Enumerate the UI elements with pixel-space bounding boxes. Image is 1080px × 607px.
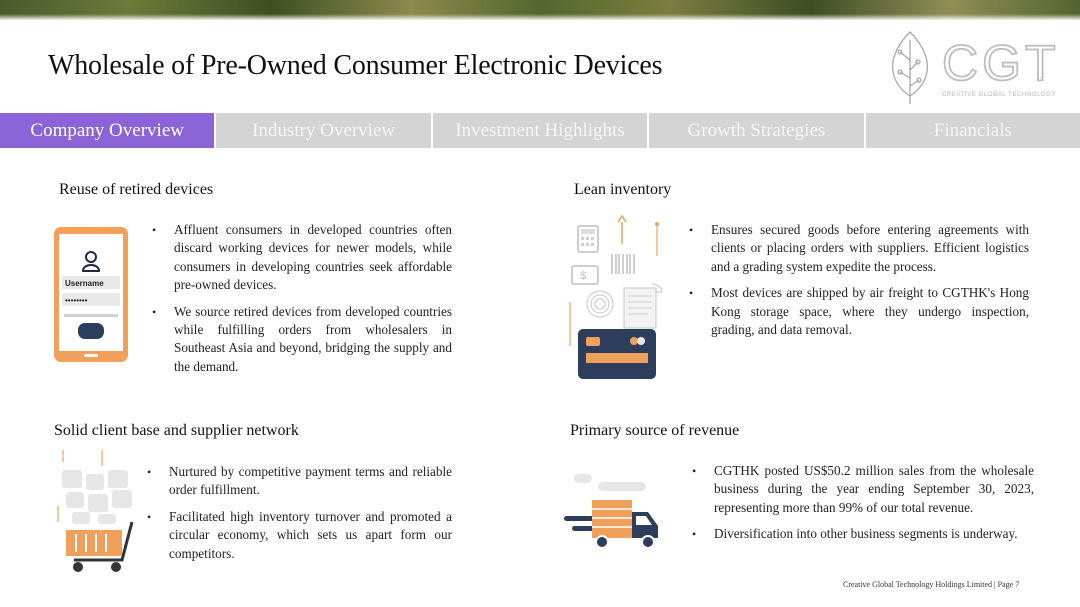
svg-text:$: $ [580, 270, 587, 282]
logo-subtitle: CREATIVE GLOBAL TECHNOLOGY [942, 92, 1057, 98]
tab-company-overview[interactable]: Company Overview [0, 113, 214, 148]
shopping-cart-icon [56, 448, 146, 578]
tab-financials[interactable]: Financials [866, 113, 1080, 148]
smartphone-login-icon [52, 225, 132, 365]
top-banner-image [0, 0, 1080, 20]
section-title-client: Solid client base and supplier network [54, 422, 299, 439]
tab-investment-highlights[interactable]: Investment Highlights [433, 113, 647, 148]
bullet-list-revenue [692, 462, 1034, 552]
logo-text: CGT [942, 35, 1060, 91]
bullet-item: • CGTHK posted US$50.2 million sales from the wholesale business during the year ending September 30, 2023, representing more than 99% of our total revenue. [692, 462, 1034, 517]
bullet-item: • Facilitated high inventory turnover and promoted a circular economy, which sets us apart form our competitors. [147, 508, 452, 563]
section-title-revenue: Primary source of revenue [570, 422, 740, 439]
bullet-item: • Most devices are shipped by air freight to CGTHK's Hong Kong storage space, where they undergo inspection, grading, and data removal. [689, 284, 1029, 339]
bullet-item: • Nurtured by competitive payment terms and reliable order fulfillment. [147, 463, 452, 500]
bullet-list-reuse [152, 221, 452, 384]
section-title-reuse: Reuse of retired devices [59, 181, 214, 198]
section-tabs [0, 113, 1080, 148]
bullet-item: • Ensures secured goods before entering agreements with clients or placing orders with suppliers. Efficient logistics and a grading system expedite the process. [689, 221, 1029, 276]
leaf-icon [893, 32, 928, 104]
tab-growth-strategies[interactable]: Growth Strategies [649, 113, 863, 148]
page-footer: Creative Global Technology Holdings Limited | Page 7 [843, 580, 1020, 589]
page-title: Wholesale of Pre-Owned Consumer Electronic Devices [48, 50, 663, 81]
bullet-list-lean [689, 221, 1029, 347]
bullet-item: • Diversification into other business segments is underway. [692, 525, 1034, 543]
section-title-lean: Lean inventory [574, 181, 672, 198]
phone-username-label: Username [65, 279, 104, 288]
bullet-item: • We source retired devices from developed countries while fulfilling orders from wholesalers in Southeast Asia and beyond, bridging the supply and the demand. [152, 303, 452, 377]
delivery-truck-icon [562, 472, 662, 552]
inventory-payment-icon [568, 212, 668, 382]
phone-password-dots: •••••••• [65, 296, 88, 305]
bullet-list-client [147, 463, 452, 571]
bullet-item: • Affluent consumers in developed countries often discard working devices for newer models, while consumers in developing countries seek affordable pre-owned devices. [152, 221, 452, 295]
tab-industry-overview[interactable]: Industry Overview [216, 113, 430, 148]
